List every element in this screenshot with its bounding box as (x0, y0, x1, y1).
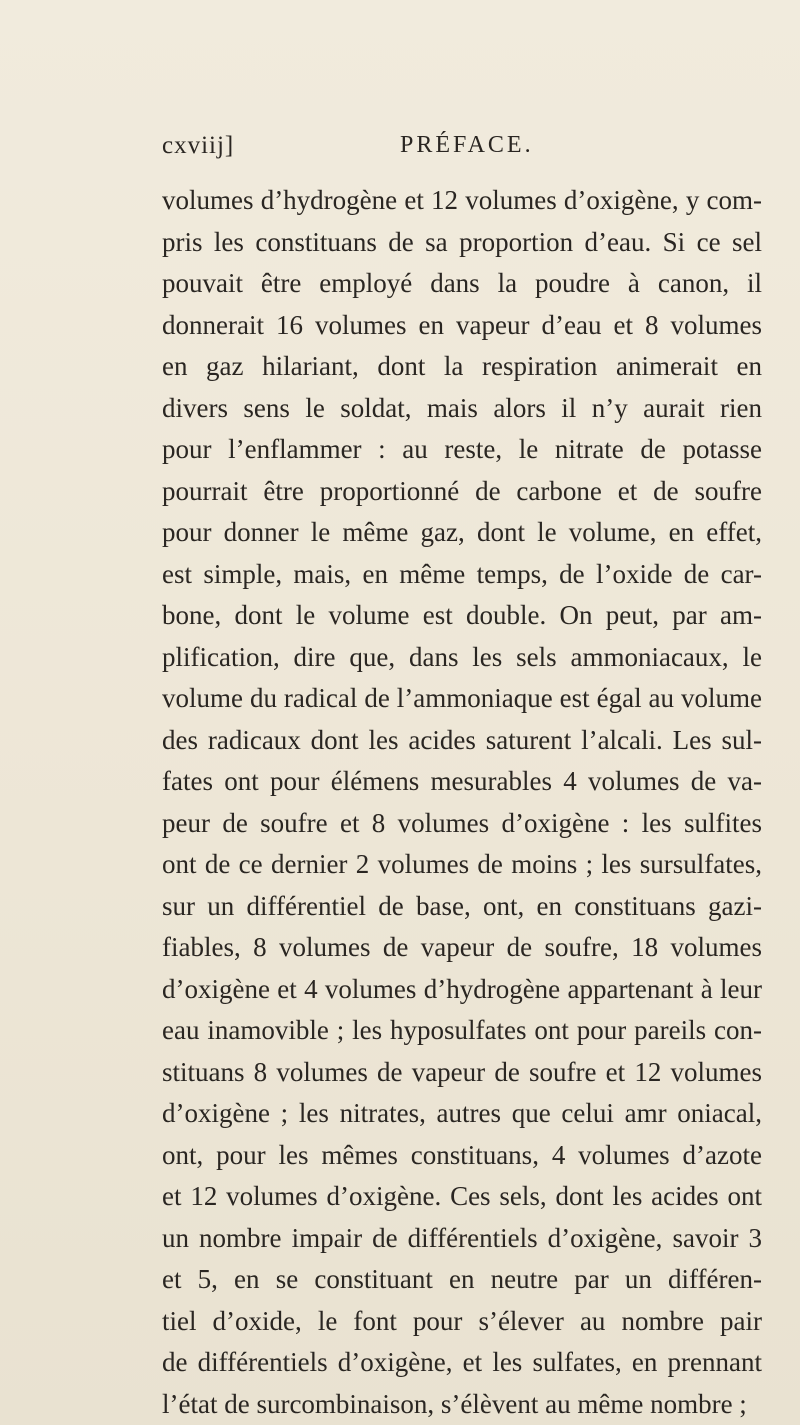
text-line: donnerait 16 volumes en vapeur d’eau et 8 volumes (162, 309, 762, 340)
running-head: PRÉFACE. (400, 132, 534, 158)
text-line: des radicaux dont les acides saturent l’alcali. Les sul- (162, 724, 762, 755)
text-line: un nombre impair de différentiels d’oxigène, savoir 3 (162, 1222, 762, 1253)
text-line: fiables, 8 volumes de vapeur de soufre, 18 volumes (162, 932, 762, 962)
text-line: pris les constituans de sa proportion d’eau. Si ce sel (162, 226, 762, 257)
text-line: ont, pour les mêmes constituans, 4 volumes d’azote (162, 1139, 762, 1170)
text-line: stituans 8 volumes de vapeur de soufre et 12 volumes (162, 1056, 762, 1087)
page-number: cxviij] (162, 132, 235, 159)
page-header (162, 132, 762, 172)
text-line: l’état de surcombinaison, s’élèvent au même nombre ; (162, 1388, 747, 1419)
text-line: bone, dont le volume est double. On peut, par am- (162, 600, 762, 630)
text-line: de différentiels d’oxigène, et les sulfates, en prennant (162, 1347, 762, 1377)
text-line: fates ont pour élémens mesurables 4 volumes de va- (162, 766, 762, 796)
text-line: peur de soufre et 8 volumes d’oxigène : les sulfites (162, 807, 762, 838)
text-line: ont de ce dernier 2 volumes de moins ; les sursulfates, (162, 849, 762, 879)
text-line: d’oxigène ; les nitrates, autres que celui amr oniacal, (162, 1098, 762, 1128)
text-line: d’oxigène et 4 volumes d’hydrogène appartenant à leur (162, 973, 762, 1004)
text-line: pour donner le même gaz, dont le volume, en effet, (162, 517, 762, 547)
text-line: volume du radical de l’ammoniaque est égal au volume (162, 683, 762, 713)
text-line: plification, dire que, dans les sels ammoniacaux, le (162, 641, 762, 672)
text-line: tiel d’oxide, le font pour s’élever au nombre pair (162, 1305, 762, 1336)
text-line: pourrait être proportionné de carbone et de soufre (162, 475, 762, 506)
text-line: et 12 volumes d’oxigène. Ces sels, dont les acides ont (162, 1181, 762, 1211)
text-line: volumes d’hydrogène et 12 volumes d’oxigène, y com- (162, 185, 762, 215)
text-line: pour l’enflammer : au reste, le nitrate de potasse (162, 434, 762, 464)
text-line: pouvait être employé dans la poudre à canon, il (162, 268, 762, 298)
text-line: divers sens le soldat, mais alors il n’y aurait rien (162, 392, 762, 423)
text-line: en gaz hilariant, dont la respiration animerait en (162, 351, 762, 381)
text-line: et 5, en se constituant en neutre par un différen- (162, 1264, 762, 1294)
text-line: est simple, mais, en même temps, de l’oxide de car- (162, 558, 762, 589)
text-line: eau inamovible ; les hyposulfates ont pour pareils con- (162, 1015, 762, 1045)
text-line: sur un différentiel de base, ont, en constituans gazi- (162, 890, 762, 921)
body-text (162, 180, 762, 1425)
